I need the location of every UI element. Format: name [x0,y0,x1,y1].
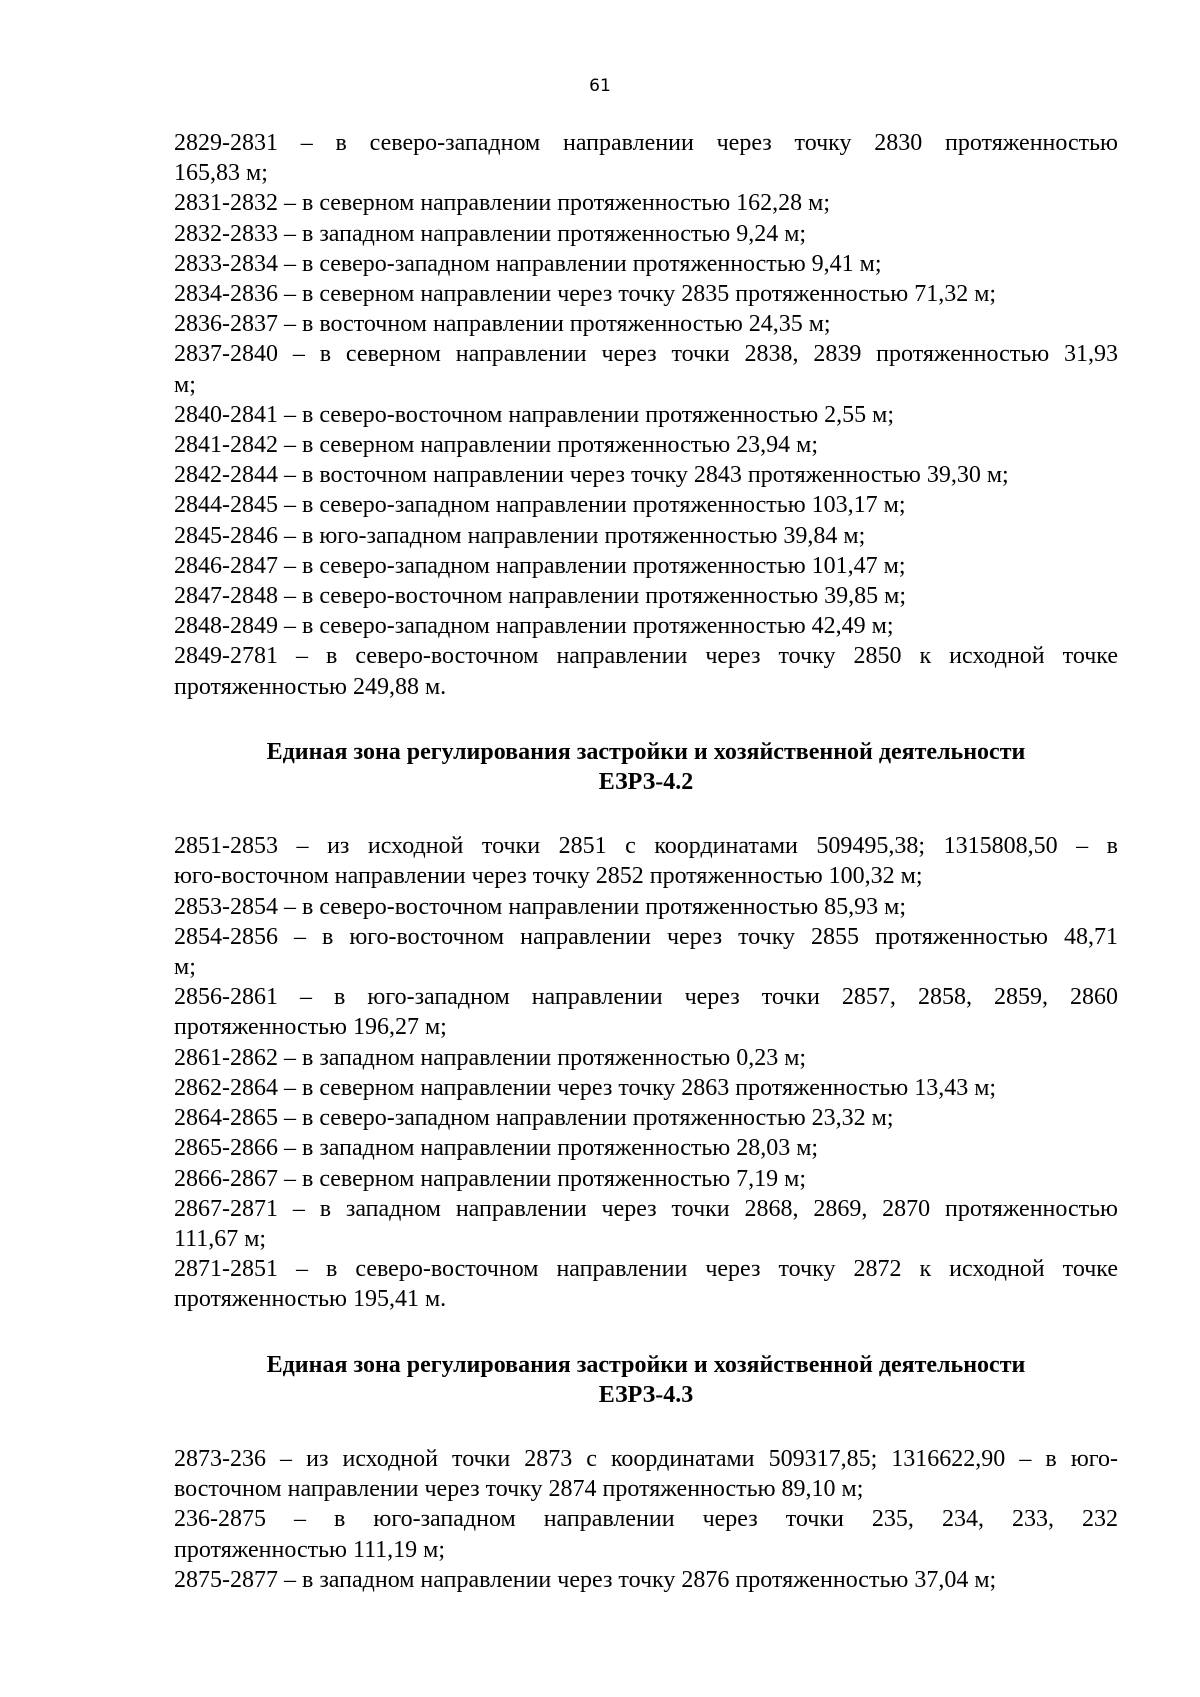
text-line: 2834-2836 – в северном направлении через точку 2835 протяженностью 71,32 м; [174,281,997,308]
text-line: протяженностью 195,41 м. [174,1286,447,1313]
text-line: 2854-2856 – в юго-восточном направлении через точку 2855 протяженностью 48,71 [174,923,1118,950]
text-line: 2847-2848 – в северо-восточном направлении протяженностью 39,85 м; [174,583,907,610]
text-line: 2829-2831 – в северо-западном направлении через точку 2830 протяженностью [174,130,1118,156]
section-spacer [174,1315,1118,1350]
text-line: 2864-2865 – в северо-западном направлении протяженностью 23,32 м; [174,1105,894,1132]
text-line: 2848-2849 – в северо-западном направлении протяженностью 42,49 м; [174,613,894,640]
text-line: 2846-2847 – в северо-западном направлении протяженностью 101,47 м; [174,552,906,579]
text-line: 2836-2837 – в восточном направлении протяженностью 24,35 м; [174,311,831,338]
text-line: м; [174,371,196,398]
text-line: 111,67 м; [174,1225,267,1252]
text-line: протяженностью 111,19 м; [174,1536,446,1563]
text-line: 2875-2877 – в западном направлении через точку 2876 протяженностью 37,04 м; [174,1566,997,1593]
document-body [174,128,1118,1595]
heading-zone-title: Единая зона регулирования застройки и хозяйственной деятельности [266,1351,1026,1378]
text-line: восточном направлении через точку 2874 протяженностью 89,10 м; [174,1476,864,1503]
page-number: 61 [589,76,611,96]
boundary-description-block [174,128,1118,702]
text-line: 2867-2871 – в западном направлении через точки 2868, 2869, 2870 протяженностью [174,1195,1118,1222]
text-line: 2861-2862 – в западном направлении протяженностью 0,23 м; [174,1044,807,1071]
text-line: 2831-2832 – в северном направлении протяженностью 162,28 м; [174,190,831,217]
text-line: 2841-2842 – в северном направлении протяженностью 23,94 м; [174,432,819,459]
section-spacer [174,702,1118,737]
text-line: 2862-2864 – в северном направлении через точку 2863 протяженностью 13,43 м; [174,1074,997,1101]
text-line: 2845-2846 – в юго-западном направлении протяженностью 39,84 м; [174,522,866,549]
heading-zone-code: ЕЗРЗ-4.3 [598,1381,694,1408]
section-spacer [174,1410,1118,1444]
heading-zone-code: ЕЗРЗ-4.2 [598,769,694,796]
text-line: протяженностью 249,88 м. [174,673,447,700]
boundary-description-ezrz-4-3 [174,1444,1118,1595]
text-line: 2866-2867 – в северном направлении протяженностью 7,19 м; [174,1165,807,1192]
boundary-description-ezrz-4-2 [174,831,1118,1314]
heading-zone-title: Единая зона регулирования застройки и хозяйственной деятельности [266,738,1026,765]
text-line: 2865-2866 – в западном направлении протяженностью 28,03 м; [174,1135,819,1162]
text-line: 236-2875 – в юго-западном направлении через точки 235, 234, 233, 232 [174,1506,1118,1533]
section-heading-ezrz-4-2 [174,737,1118,797]
text-line: 2840-2841 – в северо-восточном направлении протяженностью 2,55 м; [174,401,895,428]
text-line: 2873-236 – из исходной точки 2873 с координатами 509317,85; 1316622,90 – в юго- [174,1445,1118,1472]
section-spacer [174,797,1118,831]
text-line: 2837-2840 – в северном направлении через точки 2838, 2839 протяженностью 31,93 [174,341,1118,368]
text-line: 2853-2854 – в северо-восточном направлении протяженностью 85,93 м; [174,893,907,920]
text-line: 2832-2833 – в западном направлении протяженностью 9,24 м; [174,220,807,247]
text-line: 2833-2834 – в северо-западном направлении протяженностью 9,41 м; [174,250,882,277]
text-line: 2851-2853 – из исходной точки 2851 с координатами 509495,38; 1315808,50 – в [174,833,1118,860]
text-line: 2856-2861 – в юго-западном направлении через точки 2857, 2858, 2859, 2860 [174,984,1118,1011]
text-line: 2849-2781 – в северо-восточном направлении через точку 2850 к исходной точке [174,643,1118,670]
text-line: юго-восточном направлении через точку 2852 протяженностью 100,32 м; [174,863,923,890]
text-line: м; [174,954,196,981]
text-line: 2871-2851 – в северо-восточном направлении через точку 2872 к исходной точке [174,1256,1118,1283]
text-line: протяженностью 196,27 м; [174,1014,447,1041]
text-line: 2842-2844 – в восточном направлении через точку 2843 протяженностью 39,30 м; [174,462,1009,489]
text-line: 165,83 м; [174,160,268,187]
text-line: 2844-2845 – в северо-западном направлении протяженностью 103,17 м; [174,492,906,519]
section-heading-ezrz-4-3 [174,1350,1118,1410]
